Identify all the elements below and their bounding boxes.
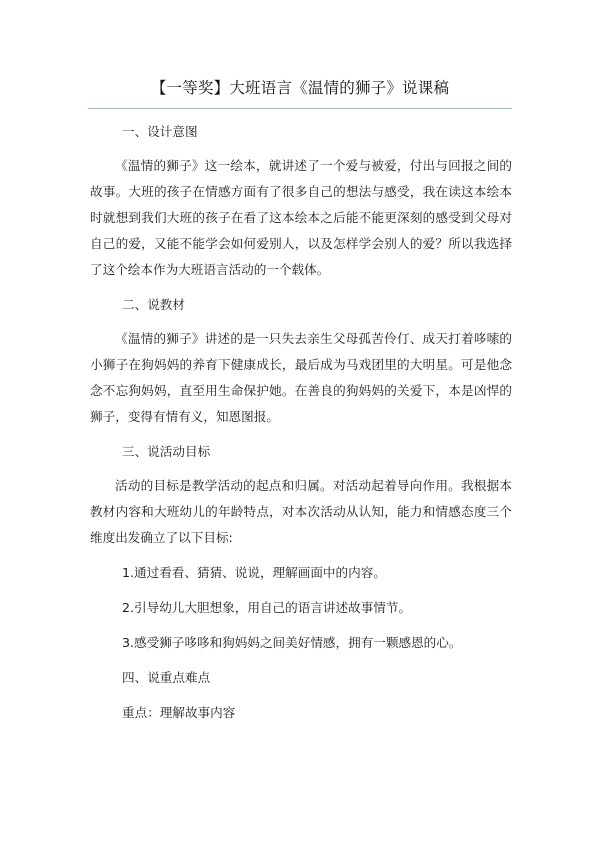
section-heading-key-difficult-points: 四、说重点难点 — [122, 670, 211, 685]
key-point-line: 重点：理解故事内容 — [122, 705, 236, 720]
section-paragraph-teaching-material: 《温情的狮子》讲述的是一只失去亲生父母孤苦伶仃、成天打着哆嗦的小狮子在狗妈妈的养育下健康成长，最后成为马戏团里的大明星。可是他念念不忘狗妈妈，直至用生命保护她。在善良的狗妈妈的关爱下，本是凶悍的狮子，变得有情有义，知恩图报。 — [90, 331, 512, 424]
goal-item-2: 2.引导幼儿大胆想象，用自己的语言讲述故事情节。 — [122, 600, 412, 615]
document-title: 【一等奖】大班语言《温情的狮子》说课稿 — [150, 79, 450, 97]
section-paragraph-activity-goals: 活动的目标是教学活动的起点和归属。对活动起着导向作用。我根据本教材内容和大班幼儿的年龄特点，对本次活动从认知，能力和情感态度三个维度出发确立了以下目标: — [90, 478, 512, 545]
document-body — [90, 119, 512, 726]
section-heading-teaching-material: 二、说教材 — [122, 297, 185, 312]
section-heading-design-intent: 一、设计意图 — [122, 124, 198, 139]
goal-item-3: 3.感受狮子哆哆和狗妈妈之间美好情感，拥有一颗感恩的心。 — [122, 635, 462, 650]
section-heading-activity-goals: 三、说活动目标 — [122, 444, 211, 459]
goal-item-1: 1.通过看看、猜猜、说说，理解画面中的内容。 — [122, 565, 386, 580]
title-divider — [88, 108, 512, 109]
section-paragraph-design-intent: 《温情的狮子》这一绘本，就讲述了一个爱与被爱，付出与回报之间的故事。大班的孩子在情感方面有了很多自己的想法与感受，我在读这本绘本时就想到我们大班的孩子在看了这本绘本之后能不能更深刻的感受到父母对自己的爱，又能不能学会如何爱别人，以及怎样学会别人的爱？所以我选择了这个绘本作为大班语言活动的一个载体。 — [90, 158, 512, 277]
